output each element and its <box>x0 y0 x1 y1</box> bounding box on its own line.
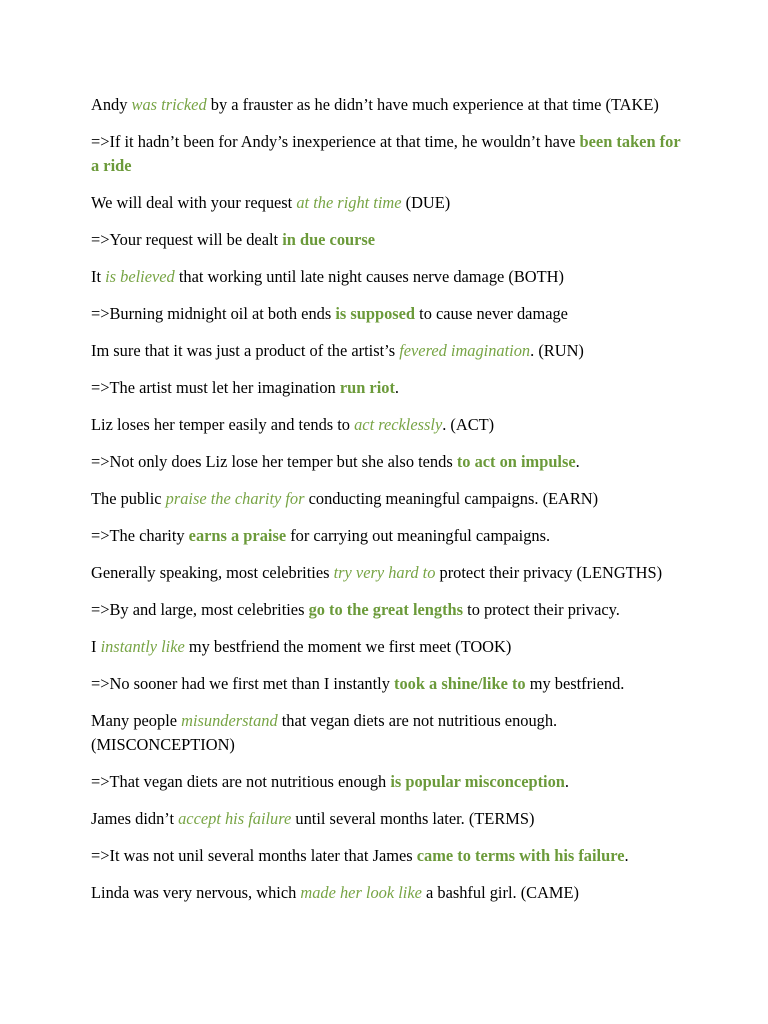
answer-sentence <box>91 672 681 696</box>
answer-sentence <box>91 130 681 178</box>
sentence-text: =>The charity <box>91 526 189 545</box>
answer-sentence <box>91 524 681 548</box>
sentence-text: =>No sooner had we first met than I instantly <box>91 674 394 693</box>
prompt-sentence <box>91 265 681 289</box>
sentence-text: that vegan diets are not nutritious enough. (MISCONCEPTION) <box>91 711 558 754</box>
sentence-text: =>That vegan diets are not nutritious enough <box>91 772 391 791</box>
sentence-text: It <box>91 267 106 286</box>
sentence-text: . <box>564 772 570 791</box>
answer-phrase: came to terms with his failure <box>416 846 625 865</box>
sentence-text: my bestfriend. <box>525 674 625 693</box>
sentence-text: that working until late night causes nerve damage (BOTH) <box>174 267 564 286</box>
document-page <box>91 93 681 918</box>
sentence-text: =>The artist must let her imagination <box>91 378 340 397</box>
prompt-sentence <box>91 635 681 659</box>
answer-phrase: took a shine/like to <box>394 674 526 693</box>
answer-sentence <box>91 376 681 400</box>
highlighted-phrase: was tricked <box>131 95 207 114</box>
sentence-text: Linda was very nervous, which <box>91 883 301 902</box>
answer-phrase: go to the great lengths <box>308 600 464 619</box>
sentence-text: Andy <box>91 95 132 114</box>
sentence-text: to cause never damage <box>415 304 568 323</box>
sentence-text: . (ACT) <box>442 415 495 434</box>
sentence-text: James didn’t <box>91 809 179 828</box>
highlighted-phrase: praise the charity for <box>165 489 305 508</box>
prompt-sentence <box>91 487 681 511</box>
highlighted-phrase: act recklessly <box>354 415 443 434</box>
highlighted-phrase: fevered imagination <box>399 341 531 360</box>
sentence-text: I <box>91 637 101 656</box>
sentence-text: (DUE) <box>401 193 451 212</box>
answer-sentence <box>91 450 681 474</box>
sentence-text: conducting meaningful campaigns. (EARN) <box>304 489 599 508</box>
highlighted-phrase: is believed <box>105 267 175 286</box>
sentence-text: =>It was not unil several months later that James <box>91 846 417 865</box>
prompt-sentence <box>91 561 681 585</box>
sentence-text: until several months later. (TERMS) <box>291 809 535 828</box>
sentence-text: for carrying out meaningful campaigns. <box>286 526 551 545</box>
prompt-sentence <box>91 191 681 215</box>
sentence-text: . <box>394 378 400 397</box>
sentence-text: . <box>575 452 580 471</box>
answer-phrase: is popular misconception <box>390 772 565 791</box>
highlighted-phrase: accept his failure <box>178 809 292 828</box>
sentence-text: =>If it hadn’t been for Andy’s inexperience at that time, he wouldn’t have <box>91 132 580 151</box>
prompt-sentence <box>91 413 681 437</box>
answer-phrase: earns a praise <box>188 526 287 545</box>
sentence-text: protect their privacy (LENGTHS) <box>435 563 663 582</box>
sentence-text: The public <box>91 489 166 508</box>
highlighted-phrase: misunderstand <box>181 711 278 730</box>
sentence-text: We will deal with your request <box>91 193 297 212</box>
sentence-text: . (RUN) <box>530 341 584 360</box>
highlighted-phrase: try very hard to <box>333 563 436 582</box>
answer-phrase: run riot <box>339 378 395 397</box>
sentence-text: =>Burning midnight oil at both ends <box>91 304 336 323</box>
prompt-sentence <box>91 339 681 363</box>
sentence-text: a bashful girl. (CAME) <box>421 883 579 902</box>
sentence-text: my bestfriend the moment we first meet (TOOK) <box>184 637 512 656</box>
sentence-text: Liz loses her temper easily and tends to <box>91 415 355 434</box>
answer-sentence <box>91 844 681 868</box>
sentence-text: =>By and large, most celebrities <box>91 600 309 619</box>
highlighted-phrase: instantly like <box>100 637 185 656</box>
answer-phrase: been taken for a ride <box>91 132 681 175</box>
answer-sentence <box>91 598 681 622</box>
prompt-sentence <box>91 807 681 831</box>
answer-phrase: to act on impulse <box>456 452 576 471</box>
sentence-text: =>Not only does Liz lose her temper but she also tends <box>91 452 457 471</box>
sentence-text: =>Your request will be dealt <box>91 230 283 249</box>
sentence-text: Many people <box>91 711 182 730</box>
highlighted-phrase: at the right time <box>296 193 402 212</box>
answer-sentence <box>91 228 681 252</box>
sentence-text: . <box>624 846 629 865</box>
sentence-text: to protect their privacy. <box>463 600 620 619</box>
prompt-sentence <box>91 881 681 905</box>
answer-phrase: in due course <box>282 230 376 249</box>
highlighted-phrase: made her look like <box>300 883 422 902</box>
answer-sentence <box>91 770 681 794</box>
answer-sentence <box>91 302 681 326</box>
sentence-text: by a frauster as he didn’t have much experience at that time (TAKE) <box>206 95 659 114</box>
answer-phrase: is supposed <box>335 304 416 323</box>
prompt-sentence <box>91 93 681 117</box>
sentence-text: Generally speaking, most celebrities <box>91 563 334 582</box>
prompt-sentence <box>91 709 681 757</box>
sentence-text: Im sure that it was just a product of the artist’s <box>91 341 400 360</box>
